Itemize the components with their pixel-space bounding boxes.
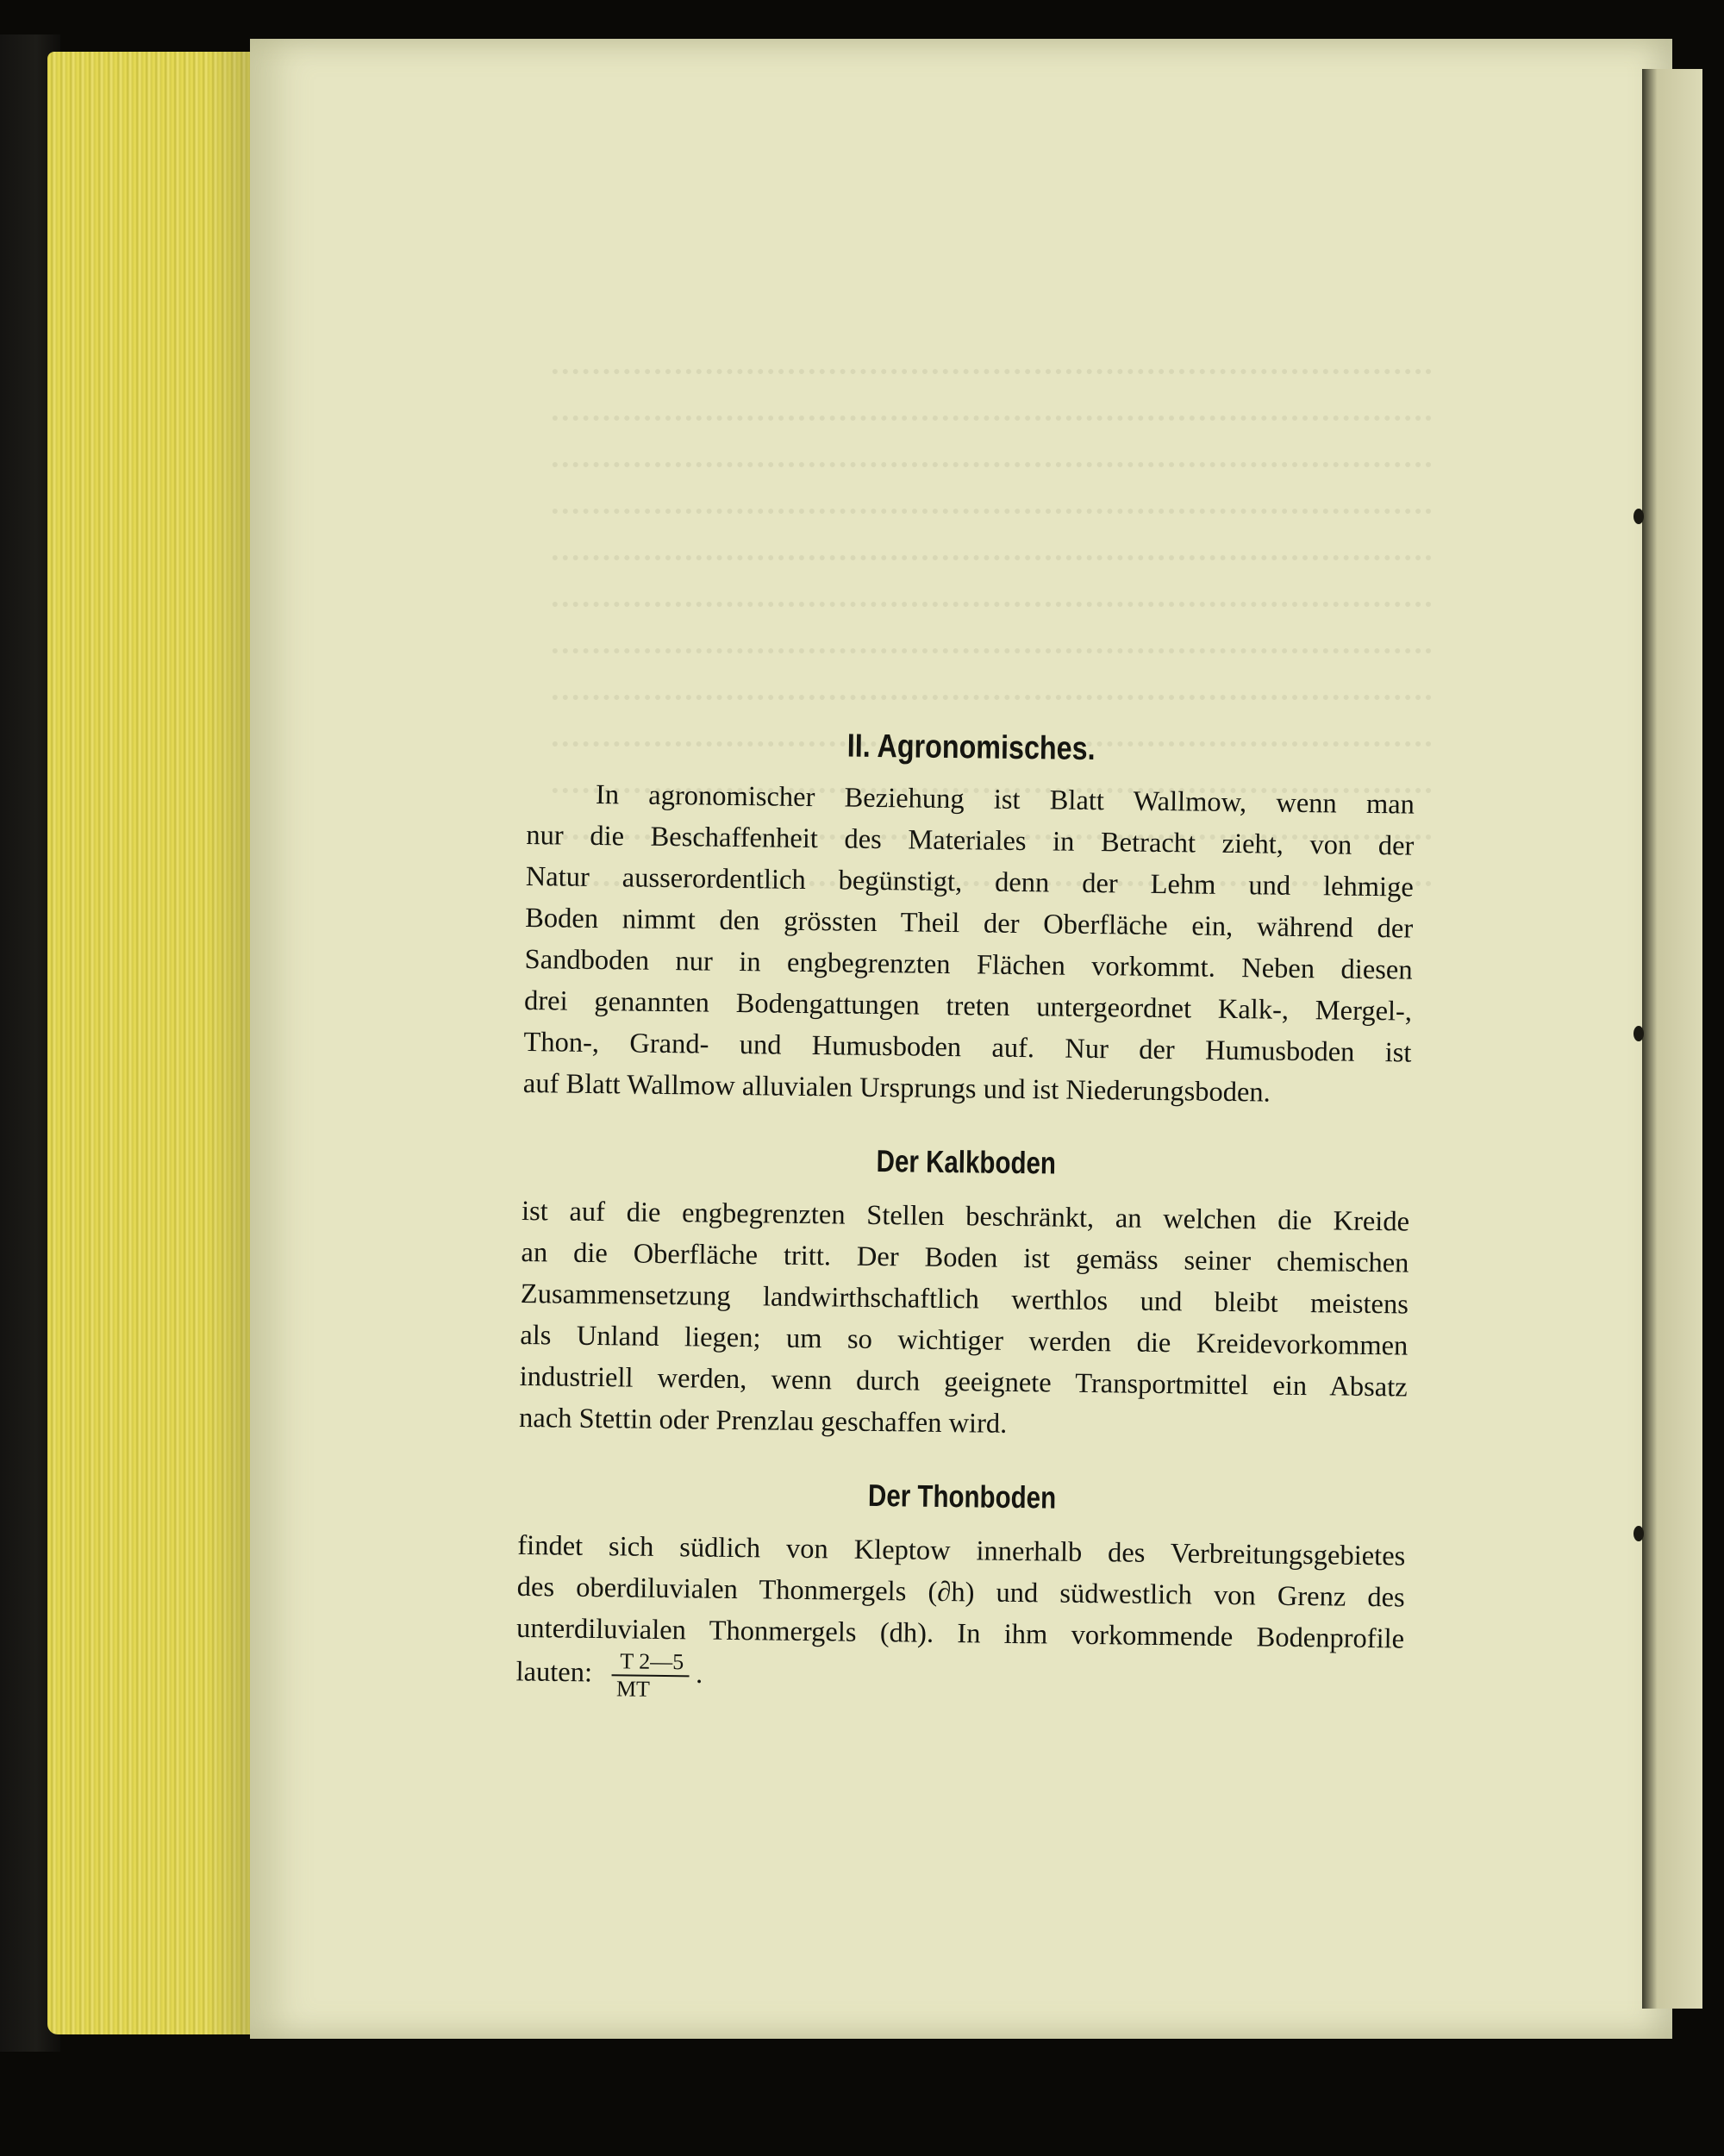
background-edge — [1702, 0, 1724, 2156]
text-line: ist auf die engbegrenzten Stellen beschränkt, an welchen die Kreide — [521, 1195, 1410, 1238]
formula-numerator: T 2—5 — [620, 1648, 684, 1675]
text-line: Zusammensetzung landwirthschaftlich werthlos und bleibt meistens — [520, 1278, 1409, 1321]
binding-mark — [1633, 1026, 1644, 1041]
thonboden-heading: Der Thonboden — [867, 1477, 1057, 1515]
text-line: nur die Beschaffenheit des Materiales in Betracht zieht, von der — [526, 819, 1415, 862]
text-line: auf Blatt Wallmow alluvialen Ursprungs und ist Niederungsboden. — [522, 1067, 1271, 1109]
page-text — [515, 724, 1415, 1709]
text-line: In agronomischer Beziehung ist Blatt Wallmow, wenn man — [595, 778, 1415, 821]
text-line: drei genannten Bodengattungen treten untergeordnet Kalk-, Mergel-, — [523, 984, 1413, 1028]
section-heading: II. Agronomisches. — [846, 728, 1096, 768]
text-line: an die Oberfläche tritt. Der Boden ist gemäss seiner chemischen — [521, 1236, 1409, 1279]
formula-prefix: lauten: — [515, 1656, 593, 1689]
thonboden-paragraph — [515, 1525, 1405, 1710]
formula-denominator: MT — [611, 1674, 689, 1701]
text-line: industriell werden, wenn durch geeignete Transportmittel ein Absatz — [519, 1360, 1408, 1403]
text-line: des oberdiluvialen Thonmergels (∂h) und südwestlich von Grenz des — [516, 1571, 1405, 1614]
text-line: Thon-, Grand- und Humusboden auf. Nur der Humusboden ist — [523, 1026, 1412, 1069]
binding-mark — [1633, 1526, 1644, 1541]
text-line: nach Stettin oder Prenzlau geschaffen wird. — [518, 1402, 1008, 1440]
kalkboden-heading: Der Kalkboden — [876, 1142, 1057, 1181]
soil-profile-formula — [611, 1650, 690, 1701]
text-line: unterdiluvialen Thonmergels (dh). In ihm vorkommende Bodenprofile — [515, 1612, 1405, 1655]
kalkboden-paragraph — [519, 1190, 1409, 1450]
intro-paragraph — [523, 773, 1415, 1115]
text-line: als Unland liegen; um so wichtiger werden die Kreidevorkommen — [520, 1319, 1409, 1362]
text-line: Natur ausserordentlich begünstigt, denn der Lehm und lehmige — [525, 860, 1414, 903]
formula-suffix: . — [695, 1658, 703, 1690]
text-line: findet sich südlich von Kleptow innerhalb des Verbreitungsgebietes — [517, 1529, 1406, 1572]
text-line: Boden nimmt den grössten Theil der Oberfläche ein, während der — [525, 902, 1414, 945]
binding-mark — [1633, 509, 1644, 524]
text-line: Sandboden nur in engbegrenzten Flächen vorkommt. Neben diesen — [524, 943, 1413, 986]
facing-page-edge — [1642, 69, 1702, 2009]
